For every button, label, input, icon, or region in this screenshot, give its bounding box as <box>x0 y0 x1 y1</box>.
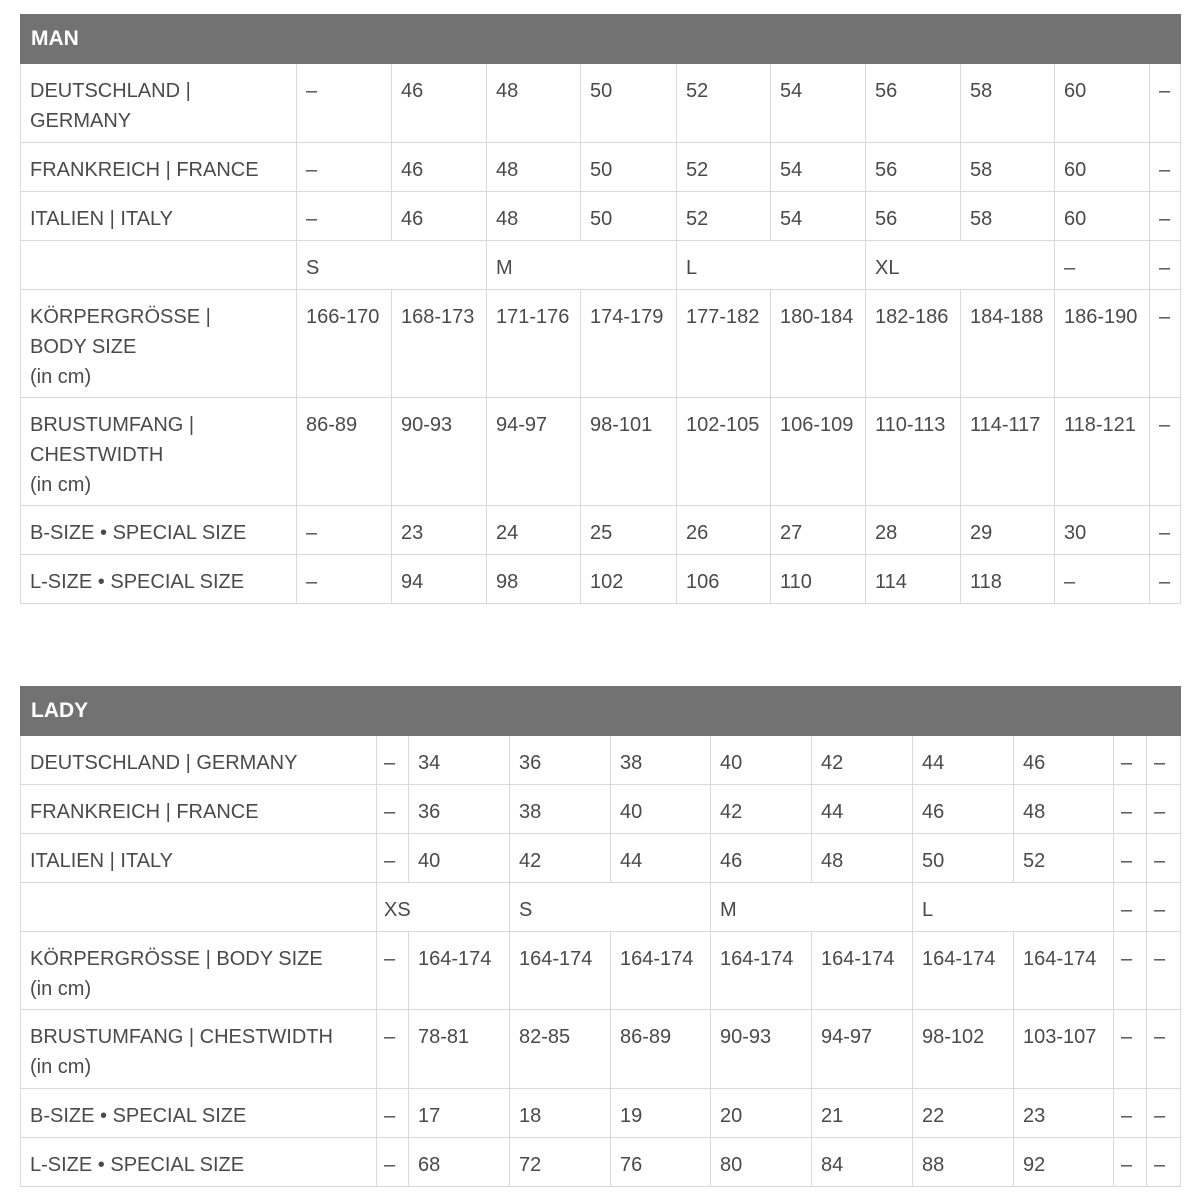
table-cell: 60 <box>1055 64 1150 143</box>
table-cell: 40 <box>611 785 711 834</box>
table-cell: 46 <box>913 785 1014 834</box>
table-cell: 26 <box>677 506 771 555</box>
table-cell: – <box>297 192 392 241</box>
table-cell: – <box>377 785 409 834</box>
man-size-table <box>20 14 1181 604</box>
table-cell: – <box>1147 1089 1181 1138</box>
size-letter-cell: S <box>510 883 711 932</box>
table-cell: 40 <box>711 736 812 785</box>
table-cell: 98-101 <box>581 398 677 506</box>
table-cell: 106 <box>677 555 771 604</box>
table-cell: – <box>1114 736 1147 785</box>
table-cell: 34 <box>409 736 510 785</box>
table-cell: 177-182 <box>677 290 771 398</box>
table-cell: 50 <box>913 834 1014 883</box>
table-cell: 40 <box>409 834 510 883</box>
table-cell: 102-105 <box>677 398 771 506</box>
table-cell: 182-186 <box>866 290 961 398</box>
table-cell: 46 <box>392 192 487 241</box>
size-letter-cell: L <box>677 241 866 290</box>
table-cell: 184-188 <box>961 290 1055 398</box>
table-row <box>21 506 1181 555</box>
lady-size-table <box>20 686 1181 1187</box>
table-cell: 38 <box>510 785 611 834</box>
table-cell: 171-176 <box>487 290 581 398</box>
table-cell: 36 <box>510 736 611 785</box>
table-cell: 23 <box>1014 1089 1114 1138</box>
size-letter-cell: – <box>1114 883 1147 932</box>
table-cell: 56 <box>866 192 961 241</box>
table-cell: 94-97 <box>487 398 581 506</box>
table-cell: 164-174 <box>409 932 510 1010</box>
table-cell: – <box>1114 834 1147 883</box>
row-label: L-SIZE • SPECIAL SIZE <box>21 555 297 604</box>
row-label: B-SIZE • SPECIAL SIZE <box>21 506 297 555</box>
table-cell: – <box>297 555 392 604</box>
table-cell: – <box>1114 785 1147 834</box>
table-cell: 58 <box>961 64 1055 143</box>
table-cell: – <box>1150 398 1181 506</box>
table-cell: 88 <box>913 1138 1014 1187</box>
table-cell: – <box>1147 1010 1181 1089</box>
table-cell: 90-93 <box>711 1010 812 1089</box>
table-cell: 98-102 <box>913 1010 1014 1089</box>
table-cell: – <box>1150 64 1181 143</box>
table-cell: 166-170 <box>297 290 392 398</box>
table-cell: 54 <box>771 192 866 241</box>
size-letter-cell: S <box>297 241 487 290</box>
table-cell: 110-113 <box>866 398 961 506</box>
table-cell: – <box>1150 143 1181 192</box>
table-cell: – <box>1147 785 1181 834</box>
table-cell: 52 <box>677 143 771 192</box>
table-cell: – <box>297 64 392 143</box>
table-cell: 42 <box>812 736 913 785</box>
table-cell: 36 <box>409 785 510 834</box>
table-cell: 80 <box>711 1138 812 1187</box>
table-cell: 58 <box>961 143 1055 192</box>
table-cell: 110 <box>771 555 866 604</box>
table-cell: 52 <box>677 192 771 241</box>
table-cell: – <box>1147 932 1181 1010</box>
table-cell: 180-184 <box>771 290 866 398</box>
table-cell: 106-109 <box>771 398 866 506</box>
table-cell: 17 <box>409 1089 510 1138</box>
table-cell: 44 <box>611 834 711 883</box>
row-label: DEUTSCHLAND | GERMANY <box>21 736 377 785</box>
table-cell: 78-81 <box>409 1010 510 1089</box>
table-cell: 164-174 <box>1014 932 1114 1010</box>
table-row <box>21 64 1181 143</box>
table-cell: 92 <box>1014 1138 1114 1187</box>
table-cell: 58 <box>961 192 1055 241</box>
table-row <box>21 1138 1181 1187</box>
row-label: BRUSTUMFANG | CHESTWIDTH (in cm) <box>21 398 297 506</box>
table-cell: 174-179 <box>581 290 677 398</box>
table-row <box>21 555 1181 604</box>
table-row <box>21 192 1181 241</box>
table-cell: 76 <box>611 1138 711 1187</box>
table-cell: – <box>1147 834 1181 883</box>
row-label <box>21 241 297 290</box>
size-letter-cell: – <box>1147 883 1181 932</box>
table-cell: 42 <box>711 785 812 834</box>
table-cell: 50 <box>581 192 677 241</box>
table-cell: 46 <box>1014 736 1114 785</box>
table-cell: – <box>1150 555 1181 604</box>
table-cell: 54 <box>771 64 866 143</box>
table-cell: 54 <box>771 143 866 192</box>
table-cell: – <box>1114 1138 1147 1187</box>
row-label <box>21 883 377 932</box>
table-cell: 82-85 <box>510 1010 611 1089</box>
table-cell: – <box>377 736 409 785</box>
table-cell: – <box>1150 192 1181 241</box>
table-row <box>21 241 1181 290</box>
table-cell: 86-89 <box>611 1010 711 1089</box>
row-label: B-SIZE • SPECIAL SIZE <box>21 1089 377 1138</box>
table-cell: 56 <box>866 143 961 192</box>
row-label: ITALIEN | ITALY <box>21 834 377 883</box>
table-cell: 118 <box>961 555 1055 604</box>
table-cell: 52 <box>1014 834 1114 883</box>
table-cell: 84 <box>812 1138 913 1187</box>
row-label: L-SIZE • SPECIAL SIZE <box>21 1138 377 1187</box>
table-cell: 98 <box>487 555 581 604</box>
table-row <box>21 1010 1181 1089</box>
table-cell: 114 <box>866 555 961 604</box>
size-letter-cell: M <box>711 883 913 932</box>
table-cell: – <box>377 1089 409 1138</box>
table-row <box>21 143 1181 192</box>
size-letter-cell: L <box>913 883 1114 932</box>
table-cell: 164-174 <box>611 932 711 1010</box>
table-cell: 114-117 <box>961 398 1055 506</box>
table-cell: 48 <box>1014 785 1114 834</box>
table-cell: – <box>1147 1138 1181 1187</box>
table-cell: 94 <box>392 555 487 604</box>
table-cell: 164-174 <box>812 932 913 1010</box>
table-row <box>21 290 1181 398</box>
table-cell: – <box>377 1010 409 1089</box>
table-cell: 29 <box>961 506 1055 555</box>
table-cell: 50 <box>581 143 677 192</box>
table-row <box>21 1089 1181 1138</box>
table-cell: 72 <box>510 1138 611 1187</box>
table-cell: 68 <box>409 1138 510 1187</box>
table-cell: 44 <box>812 785 913 834</box>
size-letter-cell: XS <box>377 883 510 932</box>
table-cell: 164-174 <box>510 932 611 1010</box>
table-row <box>21 736 1181 785</box>
table-cell: – <box>1150 506 1181 555</box>
table-cell: 52 <box>677 64 771 143</box>
table-cell: 94-97 <box>812 1010 913 1089</box>
row-label: ITALIEN | ITALY <box>21 192 297 241</box>
size-letter-cell: XL <box>866 241 1055 290</box>
table-cell: 20 <box>711 1089 812 1138</box>
table-cell: – <box>1147 736 1181 785</box>
table-cell: 164-174 <box>913 932 1014 1010</box>
table-cell: 46 <box>392 143 487 192</box>
row-label: KÖRPERGRÖSSE | BODY SIZE (in cm) <box>21 932 377 1010</box>
table-cell: 28 <box>866 506 961 555</box>
table-row <box>21 932 1181 1010</box>
table-cell: 103-107 <box>1014 1010 1114 1089</box>
table-cell: 21 <box>812 1089 913 1138</box>
table-cell: 60 <box>1055 143 1150 192</box>
table-cell: – <box>377 834 409 883</box>
table-cell: 48 <box>487 64 581 143</box>
size-letter-cell: M <box>487 241 677 290</box>
table-cell: 19 <box>611 1089 711 1138</box>
table-cell: 168-173 <box>392 290 487 398</box>
row-label: FRANKREICH | FRANCE <box>21 143 297 192</box>
table-cell: – <box>1114 932 1147 1010</box>
table-cell: – <box>1114 1089 1147 1138</box>
table-cell: 25 <box>581 506 677 555</box>
table-cell: – <box>377 932 409 1010</box>
table-cell: 42 <box>510 834 611 883</box>
table-cell: 27 <box>771 506 866 555</box>
table-cell: 102 <box>581 555 677 604</box>
table-cell: 48 <box>487 143 581 192</box>
size-letter-cell: – <box>1055 241 1150 290</box>
table-cell: 86-89 <box>297 398 392 506</box>
table-cell: – <box>297 506 392 555</box>
table-cell: 46 <box>711 834 812 883</box>
lady-section-title: LADY <box>21 687 1181 736</box>
table-cell: 90-93 <box>392 398 487 506</box>
row-label: FRANKREICH | FRANCE <box>21 785 377 834</box>
man-section-title: MAN <box>21 15 1181 64</box>
table-cell: 56 <box>866 64 961 143</box>
table-cell: 24 <box>487 506 581 555</box>
table-cell: – <box>297 143 392 192</box>
table-cell: 46 <box>392 64 487 143</box>
table-cell: – <box>1150 290 1181 398</box>
table-row <box>21 398 1181 506</box>
size-letter-cell: – <box>1150 241 1181 290</box>
table-cell: 23 <box>392 506 487 555</box>
table-row <box>21 785 1181 834</box>
table-cell: – <box>377 1138 409 1187</box>
row-label: DEUTSCHLAND | GERMANY <box>21 64 297 143</box>
table-row <box>21 834 1181 883</box>
table-cell: 38 <box>611 736 711 785</box>
table-cell: 22 <box>913 1089 1014 1138</box>
table-cell: 164-174 <box>711 932 812 1010</box>
table-cell: 30 <box>1055 506 1150 555</box>
table-cell: – <box>1055 555 1150 604</box>
row-label: BRUSTUMFANG | CHESTWIDTH (in cm) <box>21 1010 377 1089</box>
table-cell: 50 <box>581 64 677 143</box>
row-label: KÖRPERGRÖSSE | BODY SIZE (in cm) <box>21 290 297 398</box>
table-cell: 48 <box>487 192 581 241</box>
table-cell: 118-121 <box>1055 398 1150 506</box>
table-cell: 186-190 <box>1055 290 1150 398</box>
table-cell: 44 <box>913 736 1014 785</box>
table-cell: 48 <box>812 834 913 883</box>
table-cell: 18 <box>510 1089 611 1138</box>
table-cell: – <box>1114 1010 1147 1089</box>
table-cell: 60 <box>1055 192 1150 241</box>
table-row <box>21 883 1181 932</box>
